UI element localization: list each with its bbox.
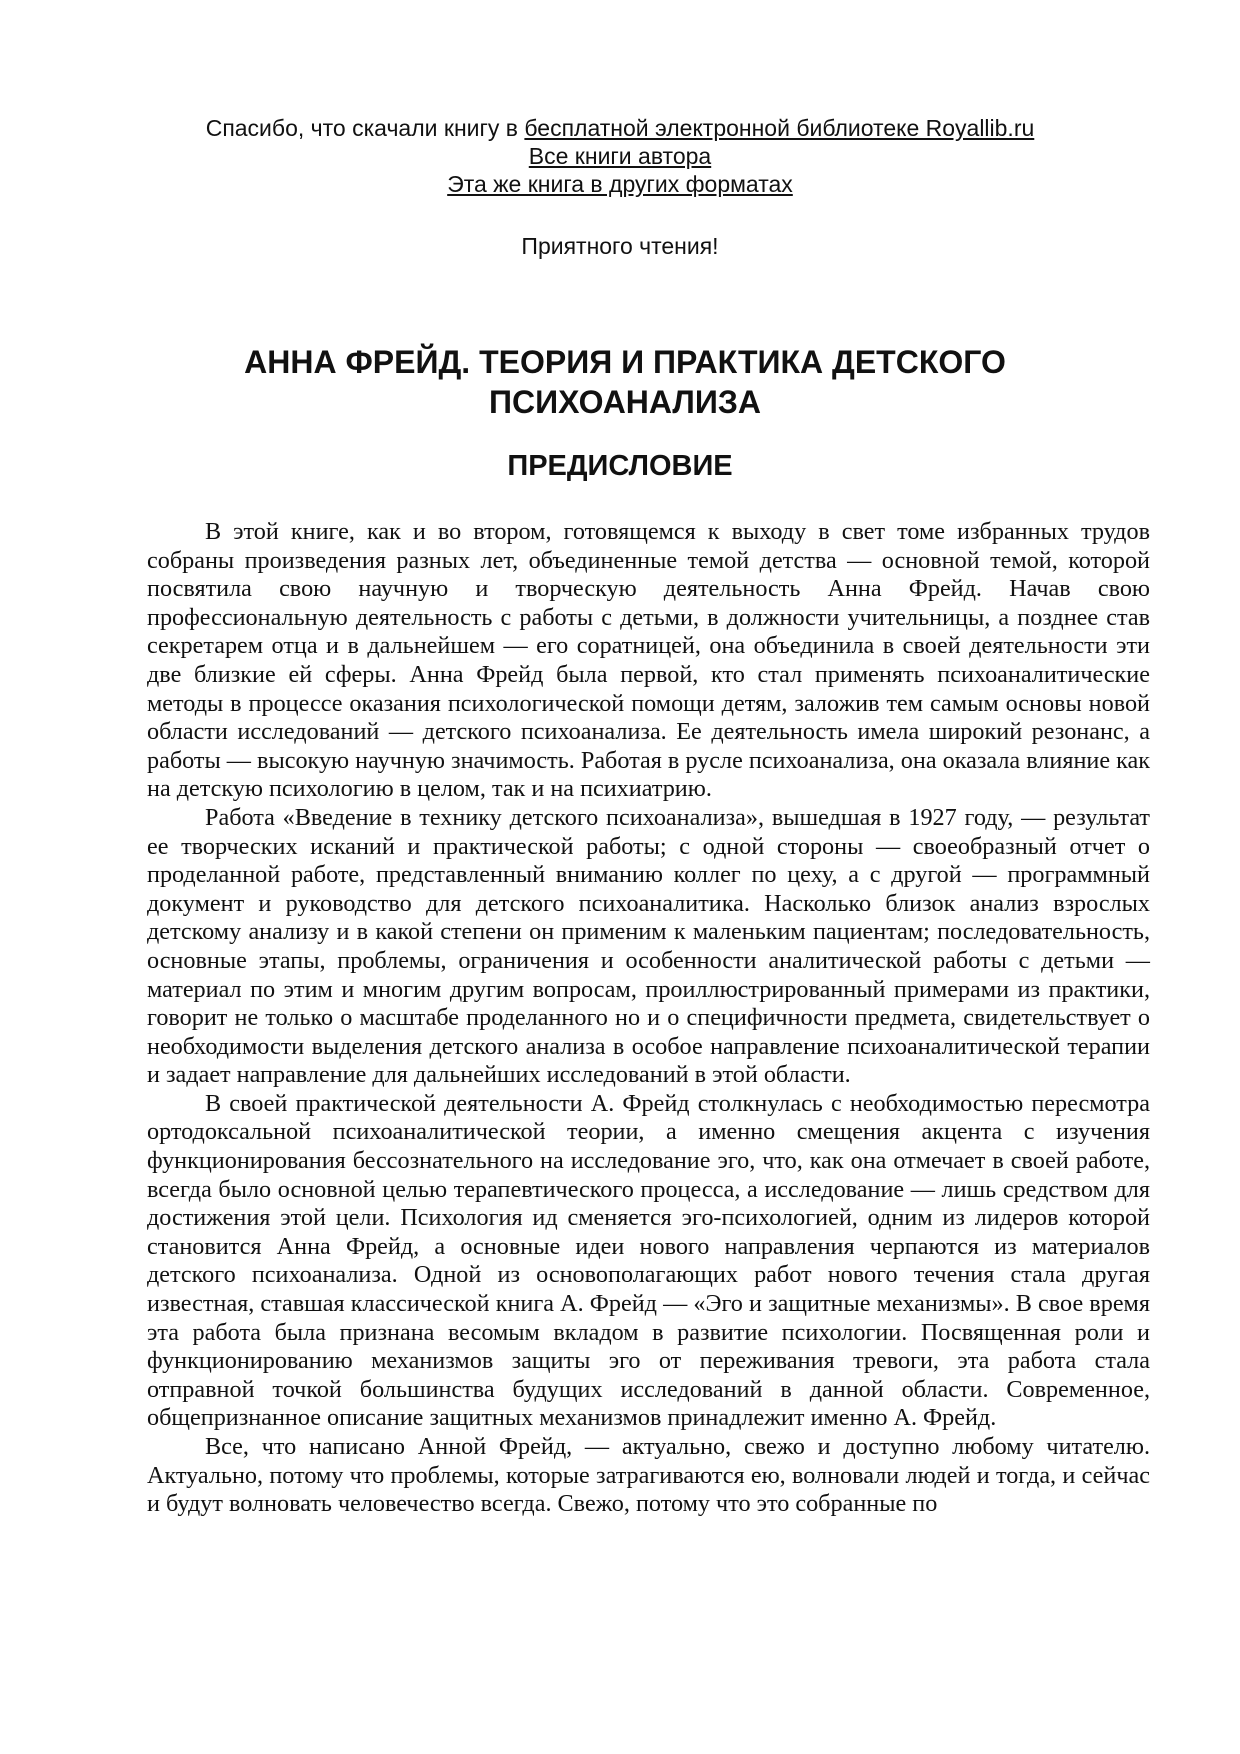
thanks-text: Спасибо, что скачали книгу в bbox=[205, 115, 525, 141]
thanks-line bbox=[0, 114, 1240, 142]
paragraph: Работа «Введение в технику детского психоанализа», вышедшая в 1927 году, — результат ее творческих исканий и практической работы; с одной стороны — своеобразный отчет о проделанной работе, представленный вниманию коллег по цеху, а с другой — программный документ и руководство для детского психоаналитика. Насколько близок анализ взрослых детскому анализу и в какой степени он применим к маленьким пациентам; последовательность, основные этапы, проблемы, ограничения и особенности аналитической работы с детьми — материал по этим и многим другим вопросам, проиллюстрированный примерами из практики, говорит не только о масштабе проделанного но и о специфичности предмета, свидетельствует о необходимости выделения детского анализа в особое направление психоаналитической терапии и задает направление для дальнейших исследований в этой области. bbox=[147, 803, 1150, 1089]
greeting-text: Приятного чтения! bbox=[521, 233, 719, 259]
paragraph: В этой книге, как и во втором, готовящемся к выходу в свет томе избранных трудов собраны произведения разных лет, объединенные темой детства — основной темой, которой посвятила свою научную и творческую деятельность Анна Фрейд. Начав свою профессиональную деятельность с работы с детьми, в должности учительницы, а позднее став секретарем отца и в дальнейшем — его соратницей, она объединила в своей деятельности эти две близкие ей сферы. Анна Фрейд была первой, кто стал применять психоаналитические методы в процессе оказания психологической помощи детям, заложив тем самым основы новой области исследований — детского психоанализа. Ее деятельность имела широкий резонанс, а работы — высокую научную значимость. Работая в русле психоанализа, она оказала влияние как на детскую психологию в целом, так и на психиатрию. bbox=[147, 518, 1150, 803]
other-formats-line bbox=[0, 170, 1240, 198]
author-books-link[interactable]: Все книги автора bbox=[528, 143, 712, 169]
book-title: АННА ФРЕЙД. ТЕОРИЯ И ПРАКТИКА ДЕТСКОГО ПСИХОАНАЛИЗА bbox=[244, 344, 1006, 420]
library-link[interactable]: бесплатной электронной библиотеке Royallib.ru bbox=[524, 115, 1035, 141]
other-formats-link[interactable]: Эта же книга в других форматах bbox=[447, 171, 793, 197]
author-books-line bbox=[0, 142, 1240, 170]
paragraph: В своей практической деятельности А. Фрейд столкнулась с необходимостью пересмотра ортодоксальной психоаналитической теории, а именно смещения акцента с изучения функционирования бессознательного на исследование эго, что, как она отмечает в своей работе, всегда было основной целью терапевтического процесса, а исследование — лишь средством для достижения этой цели. Психология ид сменяется эго-психологией, одним из лидеров которой становится Анна Фрейд, а основные идеи нового направления черпаются из материалов детского психоанализа. Одной из основополагающих работ нового течения стала другая известная, ставшая классической книга А. Фрейд — «Эго и защитные механизмы». В свое время эта работа была признана весомым вкладом в развитие психологии. Посвященная роли и функционированию механизмов защиты эго от переживания тревоги, эта работа стала отправной точкой большинства будущих исследований в данной области. Современное, общепризнанное описание защитных механизмов принадлежит именно А. Фрейд. bbox=[147, 1089, 1150, 1432]
section-title: ПРЕДИСЛОВИЕ bbox=[507, 450, 733, 482]
download-notice bbox=[0, 114, 1240, 198]
body-text bbox=[147, 518, 1150, 1519]
paragraph: Все, что написано Анной Фрейд, — актуально, свежо и доступно любому читателю. Актуально, потому что проблемы, которые затрагиваются ею, волновали людей и тогда, и сейчас и будут волновать человечество всегда. Свежо, потому что это собранные по bbox=[147, 1433, 1150, 1518]
